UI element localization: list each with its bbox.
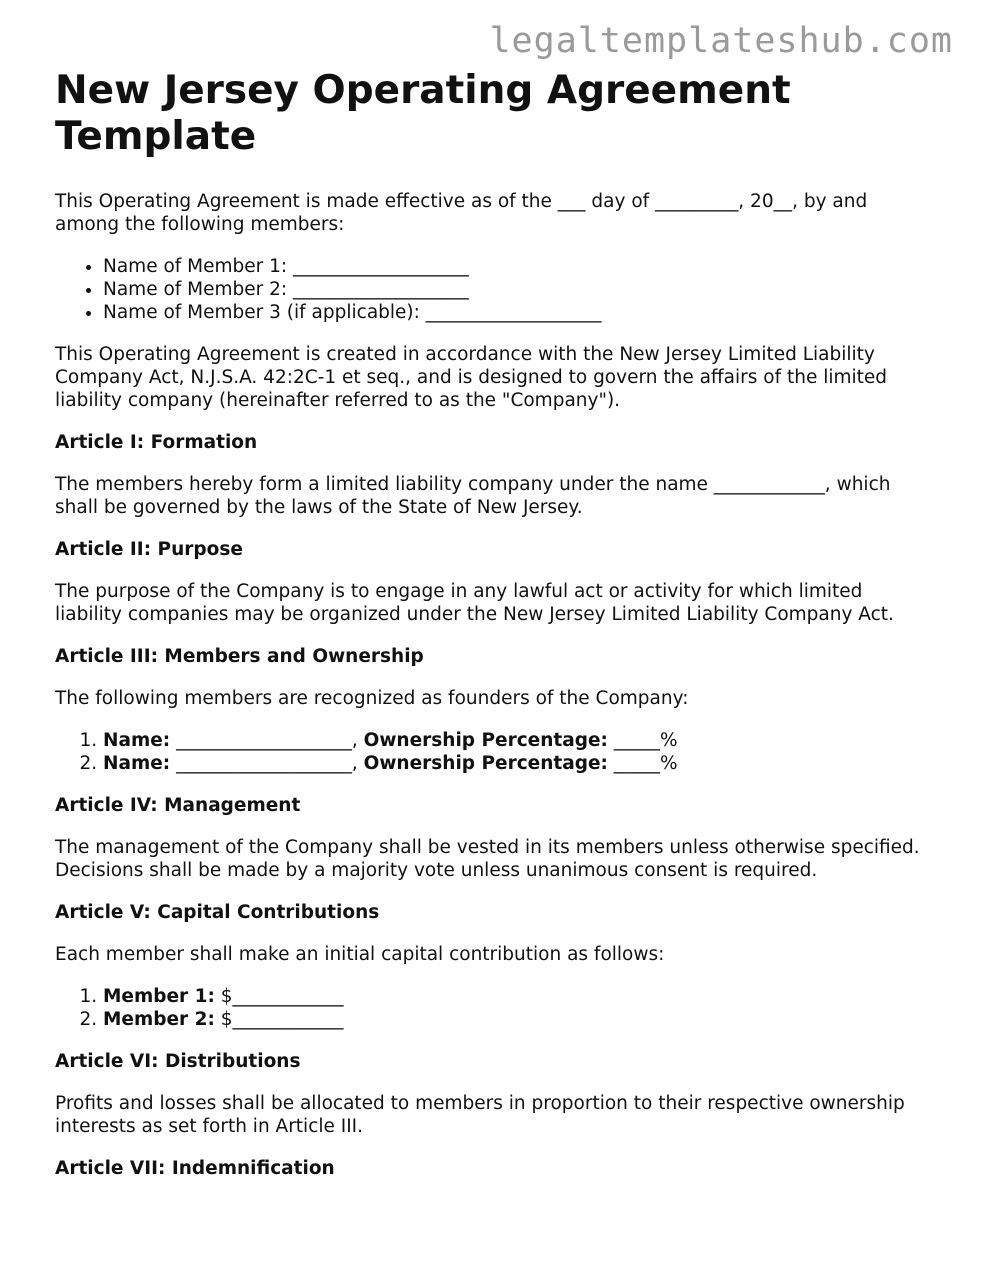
article-2-heading: Article II: Purpose bbox=[55, 539, 243, 560]
ownership-label: Ownership Percentage: bbox=[363, 753, 608, 774]
ownership-label: Ownership Percentage: bbox=[363, 730, 608, 751]
list-item bbox=[103, 752, 935, 775]
article-1-text: The members hereby form a limited liability company under the name ____________, which shall be governed by the laws of the State of New Jersey. bbox=[55, 474, 891, 518]
list-item bbox=[103, 729, 935, 752]
name-blank: ___________________, bbox=[170, 753, 364, 774]
list-item bbox=[103, 985, 935, 1008]
article-5-text: Each member shall make an initial capital contribution as follows: bbox=[55, 944, 665, 965]
ownership-list bbox=[55, 729, 935, 775]
list-item: • Name of Member 1: ___________________ bbox=[103, 255, 935, 278]
preamble-paragraph: This Operating Agreement is created in accordance with the New Jersey Limited Liability Company Act, N.J.S.A. 42:2C-1 et seq., and is designed to govern the affairs of the limited liability company (hereinafter referred to as the "Company"). bbox=[55, 344, 888, 411]
page-title: New Jersey Operating Agreement Template bbox=[55, 68, 791, 159]
article-2-text: The purpose of the Company is to engage in any lawful act or activity for which limited liability companies may be organized under the New Jersey Limited Liability Company Act. bbox=[55, 581, 894, 625]
article-1-heading: Article I: Formation bbox=[55, 432, 258, 453]
article-7-heading: Article VII: Indemnification bbox=[55, 1158, 335, 1179]
member-label: Member 2: bbox=[103, 1009, 215, 1030]
member-label: Member 1: bbox=[103, 986, 215, 1007]
document bbox=[55, 68, 935, 1199]
article-4-text: The management of the Company shall be vested in its members unless otherwise specified. Decisions shall be made by a majority vote unless unanimous consent is required. bbox=[55, 837, 920, 881]
article-3-text: The following members are recognized as founders of the Company: bbox=[55, 688, 689, 709]
list-item: • Name of Member 2: ___________________ bbox=[103, 278, 935, 301]
amount-blank: $____________ bbox=[214, 986, 344, 1007]
article-3-heading: Article III: Members and Ownership bbox=[55, 646, 424, 667]
amount-blank: $____________ bbox=[214, 1009, 344, 1030]
ownership-blank: _____% bbox=[607, 730, 678, 751]
contributions-list bbox=[55, 985, 935, 1031]
watermark: legaltemplateshub.com bbox=[489, 21, 953, 61]
article-4-heading: Article IV: Management bbox=[55, 795, 301, 816]
list-item: • Name of Member 3 (if applicable): ___________________ bbox=[103, 301, 935, 324]
intro-paragraph: This Operating Agreement is made effective as of the ___ day of _________, 20__, by and among the following members: bbox=[55, 191, 868, 235]
article-6-heading: Article VI: Distributions bbox=[55, 1051, 301, 1072]
article-6-text: Profits and losses shall be allocated to members in proportion to their respective ownership interests as set forth in Article III. bbox=[55, 1093, 905, 1137]
article-5-heading: Article V: Capital Contributions bbox=[55, 902, 380, 923]
ownership-blank: _____% bbox=[607, 753, 678, 774]
list-item bbox=[103, 1008, 935, 1031]
name-label: Name: bbox=[103, 730, 171, 751]
members-list bbox=[55, 255, 935, 324]
name-blank: ___________________, bbox=[170, 730, 364, 751]
name-label: Name: bbox=[103, 753, 171, 774]
